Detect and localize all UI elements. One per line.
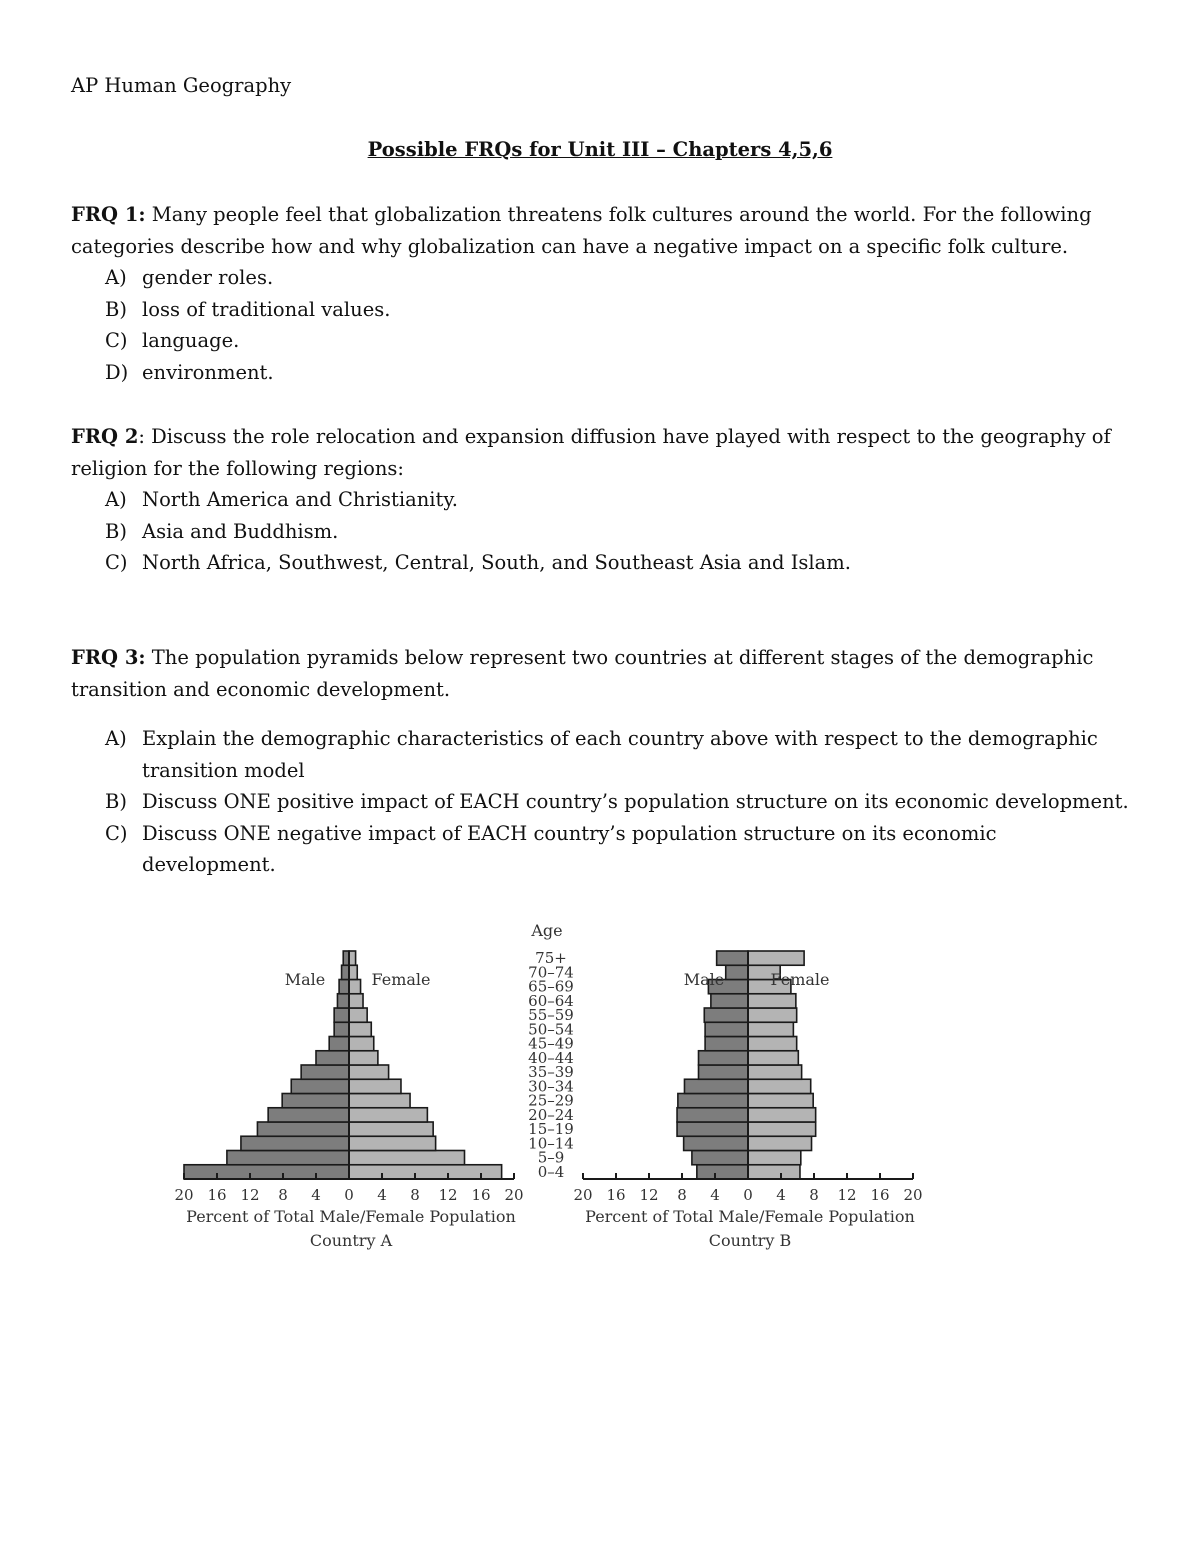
list-item <box>71 325 1131 357</box>
pyramid-bar-female <box>349 1094 410 1108</box>
series-label-female: Female <box>371 970 431 989</box>
x-tick-label: 20 <box>903 1186 923 1204</box>
chart-title: Country A <box>309 1231 393 1250</box>
age-axis-title: Age <box>531 921 563 940</box>
item-marker: C) <box>105 329 128 352</box>
list-item <box>71 357 1131 389</box>
chart-title: Country B <box>708 1231 792 1250</box>
item-text: Discuss ONE negative impact of EACH country’s population structure on its economic development. <box>142 821 997 876</box>
pyramid-bar-male <box>717 951 748 965</box>
frq-3-text: The population pyramids below represent two countries at different stages of the demographic transition and economic development. <box>71 646 1094 701</box>
list-item <box>71 484 1131 516</box>
pyramid-bar-male <box>726 965 748 979</box>
pyramid-bar-male <box>339 980 349 994</box>
pyramid-bar-male <box>291 1079 349 1093</box>
pyramid-bar-male <box>337 994 349 1008</box>
age-label: 40–44 <box>528 1048 574 1067</box>
pyramid-bar-male <box>692 1151 748 1165</box>
age-label: 15–19 <box>528 1120 574 1139</box>
pyramid-bar-male <box>705 1022 748 1036</box>
item-text: North Africa, Southwest, Central, South, and Southeast Asia and Islam. <box>142 551 851 574</box>
list-item <box>71 547 1131 579</box>
pyramid-bar-male <box>257 1122 349 1136</box>
pyramid-bar-female <box>748 1108 816 1122</box>
pyramid-bar-female <box>349 1165 502 1179</box>
item-marker: A) <box>105 266 127 289</box>
item-text: gender roles. <box>142 266 274 289</box>
frq-1 <box>71 199 1131 388</box>
pyramid-bar-female <box>748 951 804 965</box>
pyramid-bar-female <box>349 994 363 1008</box>
age-label: 75+ <box>535 949 567 968</box>
pyramid-bar-female <box>748 1136 812 1150</box>
pyramid-bar-female <box>748 1051 798 1065</box>
frq-2-prompt <box>71 421 1131 484</box>
pyramid-bar-male <box>227 1151 349 1165</box>
pyramid-bar-female <box>748 1151 801 1165</box>
x-tick-label: 12 <box>639 1186 659 1204</box>
age-label: 60–64 <box>528 991 574 1010</box>
pyramid-bar-male <box>699 1065 749 1079</box>
item-marker: A) <box>105 488 127 511</box>
frq-3-items <box>71 723 1131 881</box>
list-item <box>71 723 1131 786</box>
pyramid-bar-female <box>349 1008 367 1022</box>
pyramid-bar-female <box>349 1037 374 1051</box>
x-tick-label: 12 <box>837 1186 857 1204</box>
age-label: 0–4 <box>537 1162 565 1181</box>
list-item <box>71 516 1131 548</box>
item-text: Asia and Buddhism. <box>142 519 339 543</box>
age-label: 35–39 <box>528 1063 574 1082</box>
pyramid-bar-female <box>748 1079 811 1093</box>
item-marker: B) <box>105 790 127 813</box>
x-tick-label: 4 <box>377 1186 387 1204</box>
pyramid-bar-male <box>697 1165 748 1179</box>
pyramid-bar-male <box>677 1108 748 1122</box>
frq-2 <box>71 421 1131 579</box>
list-item <box>71 294 1131 326</box>
item-marker: C) <box>105 551 128 574</box>
series-label-female: Female <box>770 970 830 989</box>
frq-1-prompt <box>71 199 1131 262</box>
frq-1-text: Many people feel that globalization threatens folk cultures around the world. For the following categories describe how and why globalization can have a negative impact on a specific folk culture. <box>71 203 1092 258</box>
age-label: 55–59 <box>528 1006 574 1025</box>
pyramid-bar-male <box>329 1037 349 1051</box>
pyramid-bar-male <box>677 1122 748 1136</box>
pyramid-bar-male <box>711 994 748 1008</box>
frq-1-items <box>71 262 1131 388</box>
pyramid-bar-female <box>349 1065 389 1079</box>
item-marker: A) <box>105 727 127 750</box>
pyramid-bar-female <box>748 1165 800 1179</box>
pyramid-bar-male <box>282 1094 349 1108</box>
item-text: loss of traditional values. <box>142 297 391 321</box>
series-label-male: Male <box>284 970 326 989</box>
x-tick-label: 8 <box>809 1186 819 1204</box>
pyramid-bar-male <box>301 1065 349 1079</box>
pyramid-bar-male <box>268 1108 349 1122</box>
pyramid-bar-female <box>748 1022 793 1036</box>
age-label: 65–69 <box>528 977 574 996</box>
item-marker: B) <box>105 297 127 321</box>
x-tick-label: 16 <box>207 1186 227 1204</box>
pyramid-bar-female <box>748 1065 802 1079</box>
frq-3 <box>71 642 1131 881</box>
x-tick-label: 4 <box>710 1186 720 1204</box>
pyramid-bar-female <box>349 1051 378 1065</box>
pyramid-bar-female <box>748 1008 797 1022</box>
age-label: 5–9 <box>537 1148 565 1167</box>
pyramid-bar-male <box>316 1051 349 1065</box>
frq-3-label: FRQ 3: <box>71 646 146 669</box>
pyramid-bar-male <box>684 1136 748 1150</box>
pyramid-bar-male <box>334 1008 349 1022</box>
x-tick-label: 8 <box>278 1186 288 1204</box>
age-label: 50–54 <box>528 1020 574 1039</box>
pyramid-bar-male <box>699 1051 749 1065</box>
item-text: environment. <box>142 360 274 384</box>
pyramid-bar-female <box>748 1037 797 1051</box>
series-label-male: Male <box>683 970 725 989</box>
pyramid-bar-male <box>705 1037 748 1051</box>
pyramid-bar-male <box>184 1165 349 1179</box>
x-tick-label: 16 <box>870 1186 890 1204</box>
x-tick-label: 4 <box>311 1186 321 1204</box>
x-tick-label: 12 <box>240 1186 260 1204</box>
frq-2-items <box>71 484 1131 579</box>
x-tick-label: 0 <box>344 1186 354 1204</box>
pyramid-bar-male <box>241 1136 349 1150</box>
x-tick-label: 0 <box>743 1186 753 1204</box>
list-item <box>71 818 1131 881</box>
pyramid-bar-male <box>704 1008 748 1022</box>
frq-2-text: : Discuss the role relocation and expansion diffusion have played with respect to the geography of religion for the following regions: <box>71 425 1111 480</box>
item-text: Discuss ONE positive impact of EACH country’s population structure on its economic development. <box>142 790 1129 813</box>
pyramid-bar-male <box>334 1022 349 1036</box>
list-item <box>71 262 1131 294</box>
item-marker: D) <box>105 360 129 384</box>
age-label: 10–14 <box>528 1134 574 1153</box>
pyramid-bar-female <box>349 1136 436 1150</box>
frq-1-label: FRQ 1: <box>71 203 146 226</box>
pyramid-bar-female <box>349 980 361 994</box>
item-text: language. <box>142 329 240 352</box>
list-item <box>71 786 1131 818</box>
item-marker: B) <box>105 519 127 543</box>
frq-3-prompt <box>71 642 1131 705</box>
pyramid-bar-male <box>678 1094 748 1108</box>
x-tick-label: 20 <box>504 1186 524 1204</box>
pyramid-bar-female <box>349 1151 465 1165</box>
item-text: North America and Christianity. <box>142 488 458 511</box>
x-tick-label: 12 <box>438 1186 458 1204</box>
item-text: Explain the demographic characteristics of each country above with respect to the demographic transition model <box>142 727 1098 782</box>
age-label: 70–74 <box>528 963 574 982</box>
pyramid-bar-female <box>349 1122 433 1136</box>
x-axis-title: Percent of Total Male/Female Population <box>585 1207 915 1226</box>
x-tick-label: 4 <box>776 1186 786 1204</box>
x-tick-label: 8 <box>677 1186 687 1204</box>
pyramid-bar-female <box>349 1079 401 1093</box>
population-pyramids-figure <box>150 915 950 1255</box>
pyramid-bar-female <box>349 1022 371 1036</box>
pyramid-bar-female <box>748 1122 816 1136</box>
x-tick-label: 8 <box>410 1186 420 1204</box>
item-marker: C) <box>105 821 128 845</box>
document-title: Possible FRQs for Unit III – Chapters 4,5,6 <box>367 138 833 161</box>
x-tick-label: 16 <box>606 1186 626 1204</box>
age-label: 45–49 <box>528 1034 574 1053</box>
pyramid-bar-male <box>342 965 349 979</box>
course-name: AP Human Geography <box>71 74 292 97</box>
frq-2-label: FRQ 2 <box>71 425 139 448</box>
age-label: 25–29 <box>528 1091 574 1110</box>
x-axis-title: Percent of Total Male/Female Population <box>186 1207 516 1226</box>
pyramid-bar-female <box>748 994 796 1008</box>
pyramid-bar-female <box>349 965 357 979</box>
x-tick-label: 20 <box>174 1186 194 1204</box>
pyramid-bar-female <box>349 1108 427 1122</box>
age-label: 20–24 <box>528 1105 574 1124</box>
x-tick-label: 16 <box>471 1186 491 1204</box>
pyramid-bar-male <box>684 1079 748 1093</box>
age-label: 30–34 <box>528 1077 574 1096</box>
pyramid-bar-female <box>748 1094 813 1108</box>
x-tick-label: 20 <box>573 1186 593 1204</box>
